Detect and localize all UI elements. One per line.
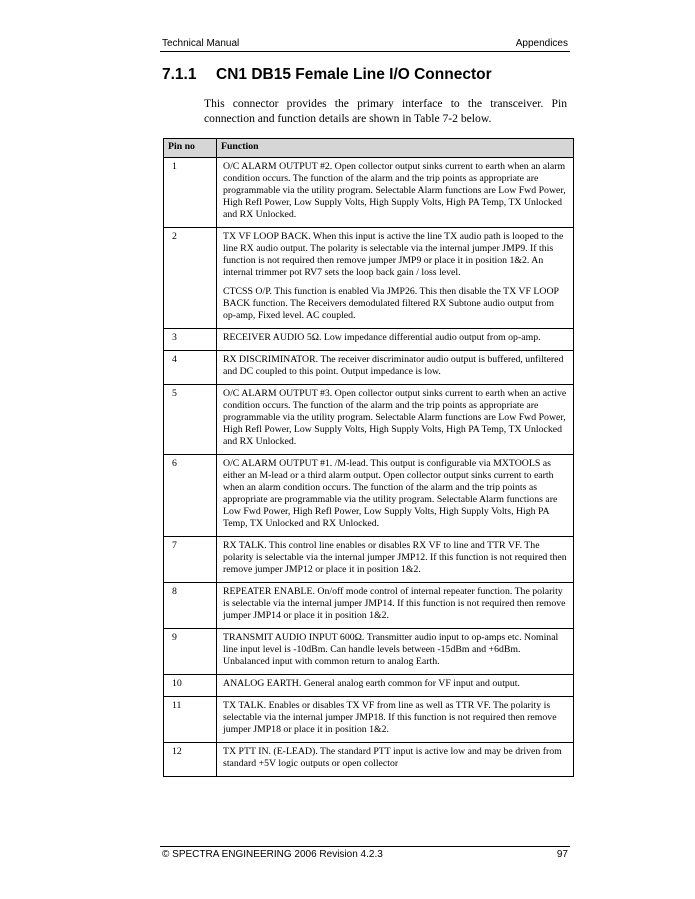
pin-function: REPEATER ENABLE. On/off mode control of internal repeater function. The polarity is selectable via the internal jumper JMP14. If this function is not required then remove jumper JMP14 or place it in position 1&2. xyxy=(217,583,574,629)
pin-function-paragraph-ctcss: CTCSS O/P. This function is enabled Via JMP26. This then disable the TX VF LOOP BACK function. The Receivers demodulated filtered RX Subtone audio output from op-amp, Fixed level. AC coupled. xyxy=(223,286,559,321)
table-header-row xyxy=(164,139,574,158)
pin-number: 5 xyxy=(164,385,217,455)
header-section-name: Appendices xyxy=(515,38,568,49)
pin-column-header: Pin no xyxy=(164,139,217,158)
table-row xyxy=(164,537,574,583)
section-title: CN1 DB15 Female Line I/O Connector xyxy=(216,66,492,83)
table-row xyxy=(164,675,574,697)
table-row xyxy=(164,743,574,777)
pin-function: TRANSMIT AUDIO INPUT 600Ω. Transmitter audio input to op-amps etc. Nominal line input level is -10dBm. Can handle levels between -15dBm and +6dBm. Unbalanced input with common return to analog Earth. xyxy=(217,629,574,675)
function-column-header: Function xyxy=(217,139,574,158)
header-manual-title: Technical Manual xyxy=(162,38,240,49)
page-footer xyxy=(160,849,570,863)
table-row xyxy=(164,329,574,351)
table-row xyxy=(164,629,574,675)
pin-function: TX TALK. Enables or disables TX VF from line as well as TTR VF. The polarity is selectable via the internal jumper JMP18. If this function is not required then remove jumper JMP18 or place it in position 1&2. xyxy=(217,697,574,743)
pin-function xyxy=(217,228,574,329)
pin-function: RX DISCRIMINATOR. The receiver discriminator audio output is buffered, unfiltered and DC coupled to this point. Output impedance is low. xyxy=(217,351,574,385)
pin-function: RX TALK. This control line enables or disables RX VF to line and TTR VF. The polarity is selectable via the internal jumper JMP12. If this function is not required then remove jumper JMP12 or place it in position 1&2. xyxy=(217,537,574,583)
pin-function: O/C ALARM OUTPUT #2. Open collector output sinks current to earth when an alarm condition occurs. The function of the alarm and the trip points as appropriate are programmable via the utility program. Selectable Alarm functions are Low Fwd Power, High Refl Power, Low Supply Volts, High Supply Volts, High PA Temp, TX Unlocked and RX Unlocked. xyxy=(217,158,574,228)
table-row xyxy=(164,385,574,455)
table-row xyxy=(164,158,574,228)
pin-function-table xyxy=(163,138,574,777)
footer-rule xyxy=(160,846,570,847)
pin-number: 9 xyxy=(164,629,217,675)
pin-number: 12 xyxy=(164,743,217,777)
pin-function: O/C ALARM OUTPUT #1. /M-lead. This output is configurable via MXTOOLS as either an M-lead or a third alarm output. Open collector output sinks current to earth when an alarm condition occurs. The function of the alarm and the trip points as appropriate are programmable via the utility program. Selectable Alarm functions are Low Fwd Power, High Refl Power, Low Supply Volts, High Supply Volts, High PA Temp, TX Unlocked and RX Unlocked. xyxy=(217,455,574,537)
pin-number: 1 xyxy=(164,158,217,228)
pin-number: 4 xyxy=(164,351,217,385)
pin-function: TX PTT IN. (E-LEAD). The standard PTT input is active low and may be driven from standard +5V logic outputs or open collector xyxy=(217,743,574,777)
page-number: 97 xyxy=(556,849,568,860)
table-row xyxy=(164,697,574,743)
pin-function: ANALOG EARTH. General analog earth common for VF input and output. xyxy=(217,675,574,697)
pin-number: 11 xyxy=(164,697,217,743)
pin-number: 8 xyxy=(164,583,217,629)
table-row xyxy=(164,228,574,329)
header-rule xyxy=(160,51,570,52)
pin-number: 6 xyxy=(164,455,217,537)
pin-function: RECEIVER AUDIO 5Ω. Low impedance differential audio output from op-amp. xyxy=(217,329,574,351)
table-row xyxy=(164,583,574,629)
pin-number: 3 xyxy=(164,329,217,351)
intro-paragraph: This connector provides the primary interface to the transceiver. Pin connection and function details are shown in Table 7-2 below. xyxy=(204,97,567,125)
section-number: 7.1.1 xyxy=(162,66,197,83)
pin-function-paragraph: TX VF LOOP BACK. When this input is active the line TX audio path is looped to the line RX audio output. The polarity is selectable via the internal jumper JMP9. If this function is not required then remove jumper JMP9 or place it in position 1&2. An internal trimmer pot RV7 sets the loop back gain / loss level. xyxy=(223,231,564,278)
footer-copyright: © SPECTRA ENGINEERING 2006 Revision 4.2.3 xyxy=(162,849,383,860)
pin-number: 7 xyxy=(164,537,217,583)
pin-number: 10 xyxy=(164,675,217,697)
page-header xyxy=(160,38,570,52)
pin-number: 2 xyxy=(164,228,217,329)
table-row xyxy=(164,455,574,537)
table-row xyxy=(164,351,574,385)
section-heading xyxy=(162,66,492,84)
pin-function: O/C ALARM OUTPUT #3. Open collector output sinks current to earth when an active condition occurs. The function of the alarm and the trip points as appropriate are programmable via the utility program. Selectable Alarm functions are Low Fwd Power, High Refl Power, Low Supply Volts, High Supply Volts, High PA Temp, TX Unlocked and RX Unlocked. xyxy=(217,385,574,455)
